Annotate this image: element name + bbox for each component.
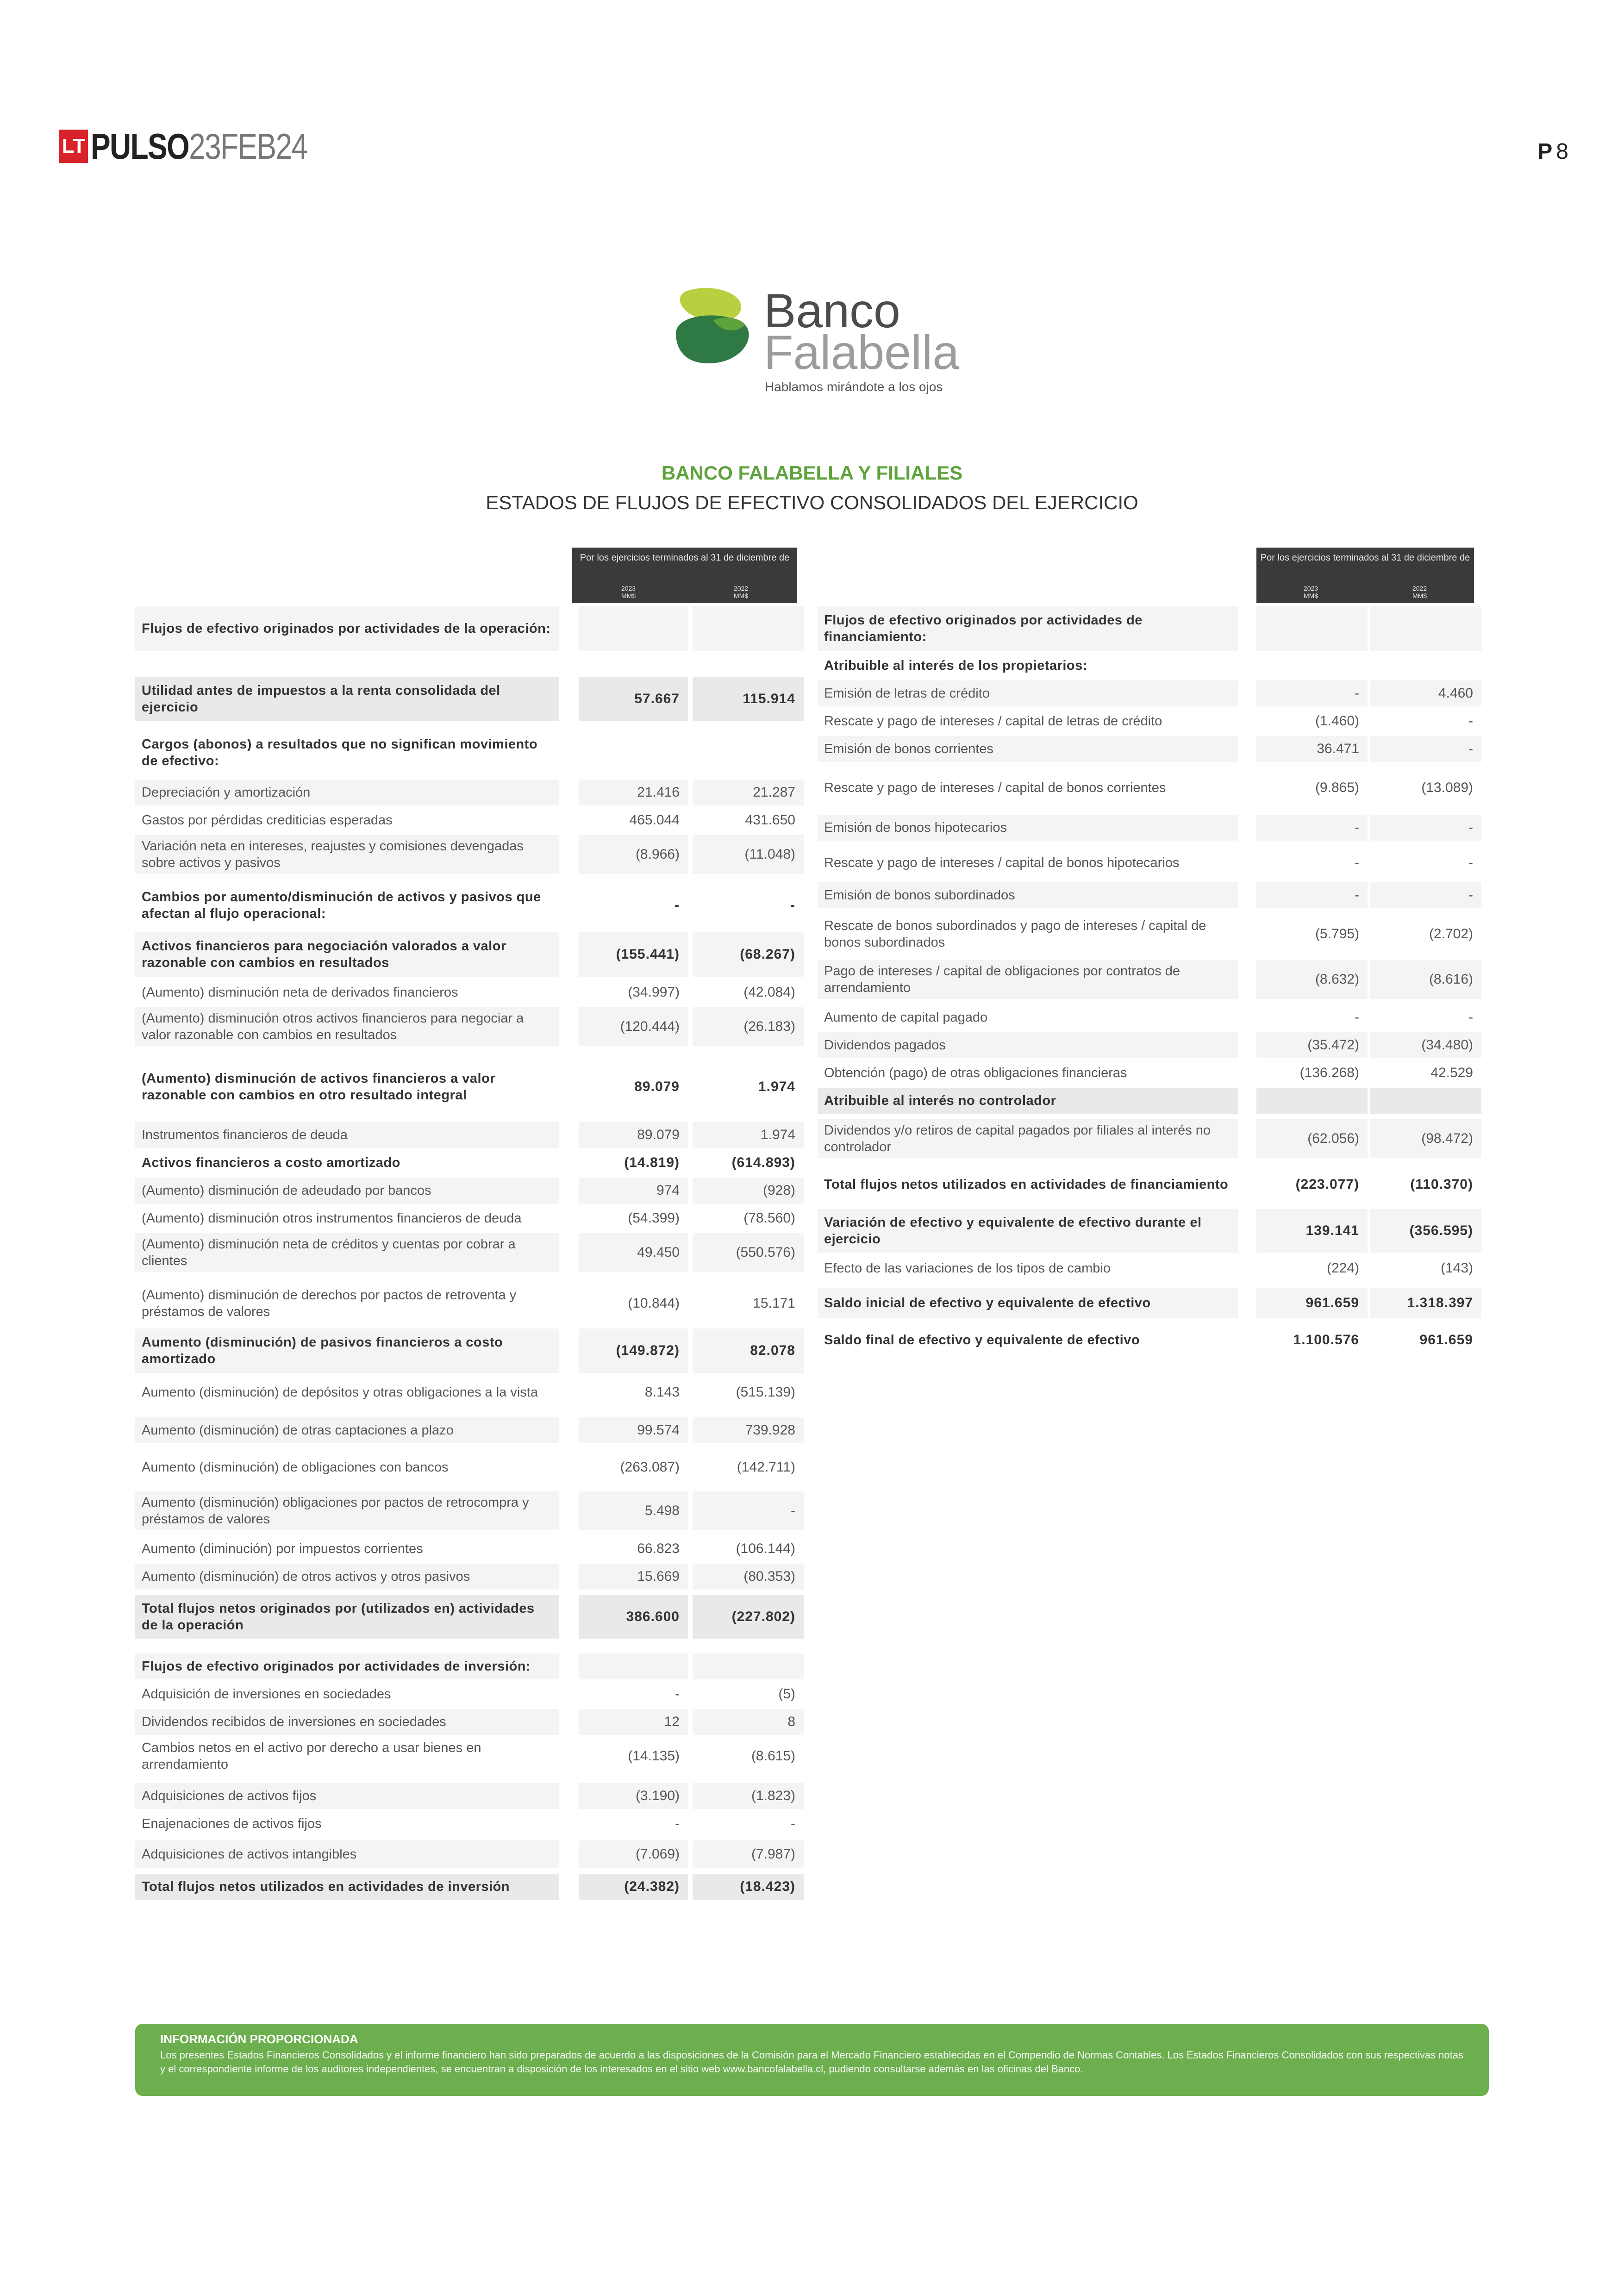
left-row-value-2023: 5.498 [579, 1491, 688, 1530]
right-row-value-2023 [1256, 606, 1368, 651]
right-row-value-2023: 961.659 [1256, 1288, 1368, 1318]
right-row-value-2023: (223.077) [1295, 1177, 1359, 1192]
right-row-value-2023: - [1355, 855, 1359, 870]
left-row-value-2022: 115.914 [693, 677, 804, 721]
right-row-label: Rescate y pago de intereses / capital de letras de crédito [824, 714, 1162, 729]
publication-date: 23FEB24 [189, 125, 307, 167]
right-row-value-2022: (98.472) [1370, 1119, 1481, 1158]
right-header-year-1: 2023 MM$ [1303, 585, 1318, 599]
left-row-value-2023: (120.444) [579, 1007, 688, 1046]
bank-logo-word2: Falabella [764, 326, 960, 380]
left-row-label: Variación neta en intereses, reajustes y comisiones devengadas sobre activos y pasivos [135, 835, 559, 874]
left-row-label: Aumento (disminución) de obligaciones con bancos [142, 1460, 449, 1475]
right-row-value-2023: (35.472) [1256, 1032, 1368, 1058]
bank-logo-tagline: Hablamos mirándote a los ojos [765, 380, 943, 394]
left-row-label: (Aumento) disminución de activos financieros a valor razonable con cambios en otro resultado integral [142, 1071, 496, 1103]
publication-name: PULSO23FEB24 [91, 125, 307, 167]
right-row-value-2023: 139.141 [1256, 1209, 1368, 1253]
right-row-value-2022: - [1370, 882, 1481, 908]
left-row-value-2022: - [791, 1816, 795, 1831]
right-row-value-2022: (2.702) [1429, 926, 1473, 942]
left-row-label: Aumento (disminución) de pasivos financieros a costo amortizado [135, 1328, 559, 1373]
right-row-value-2023: 1.100.576 [1293, 1332, 1359, 1347]
left-row-value-2023: (263.087) [620, 1459, 680, 1475]
left-row-label: Enajenaciones de activos fijos [142, 1816, 322, 1831]
left-row-value-2023: 386.600 [579, 1595, 688, 1639]
info-title: INFORMACIÓN PROPORCIONADA [160, 2032, 358, 2046]
right-row-label: Flujos de efectivo originados por actividades de financiamiento: [818, 606, 1238, 651]
right-row-value-2023 [1256, 1088, 1368, 1114]
right-row-label: Variación de efectivo y equivalente de efectivo durante el ejercicio [818, 1209, 1238, 1253]
left-row-label: Cambios por aumento/disminución de activos y pasivos que afectan al flujo operacional: [142, 890, 541, 921]
right-row-label: Dividendos pagados [818, 1032, 1238, 1058]
info-box [135, 2024, 1489, 2096]
right-row-value-2023: (9.865) [1315, 780, 1359, 795]
left-row-value-2022: (142.711) [737, 1459, 795, 1475]
right-row-value-2022: 961.659 [1419, 1332, 1473, 1347]
left-row-label: Utilidad antes de impuestos a la renta consolidada del ejercicio [135, 677, 559, 721]
left-row-label: Adquisición de inversiones en sociedades [142, 1687, 391, 1702]
left-row-value-2023: 99.574 [579, 1417, 688, 1443]
right-row-value-2022: - [1468, 855, 1473, 870]
left-row-value-2023: 49.450 [579, 1233, 688, 1272]
right-row-label: Dividendos y/o retiros de capital pagados por filiales al interés no controlador [818, 1119, 1238, 1158]
right-row-value-2022: - [1468, 1010, 1473, 1025]
left-row-value-2023: (14.135) [628, 1748, 680, 1764]
left-header-year-2: 2022 MM$ [733, 585, 749, 599]
left-row-label: Flujos de efectivo originados por actividades de inversión: [135, 1653, 559, 1679]
right-row-label: Emisión de bonos corrientes [818, 736, 1238, 762]
left-row-label: (Aumento) disminución otros instrumentos financieros de deuda [142, 1211, 522, 1226]
left-row-value-2023: 465.044 [629, 812, 680, 828]
left-row-value-2023: (14.819) [624, 1155, 680, 1170]
company-title: BANCO FALABELLA Y FILIALES [661, 462, 963, 484]
left-row-value-2022 [693, 733, 804, 772]
left-row-value-2023: 89.079 [579, 1122, 688, 1148]
left-row-value-2022: (26.183) [693, 1007, 804, 1046]
right-row-value-2023: - [1256, 882, 1368, 908]
right-row-label: Aumento de capital pagado [824, 1010, 988, 1025]
right-row-label: Pago de intereses / capital de obligaciones por contratos de arrendamiento [818, 960, 1238, 999]
left-row-value-2022 [693, 1653, 804, 1679]
left-row-label: Activos financieros para negociación valorados a valor razonable con cambios en resultados [135, 932, 559, 977]
right-header-year-2: 2022 MM$ [1412, 585, 1427, 599]
left-row-value-2023 [579, 606, 688, 651]
info-text: Los presentes Estados Financieros Consolidados y el informe financiero han sido preparados de acuerdo a las disposiciones de la Comisión para el Mercado Financiero establecidas en el Compendio de Normas Contables. Los Estados Financieros Consolidados con sus respectivas notas y el correspondiente informe de los auditores independientes, se encuentran a disposición de los interesados en el sitio web www.bancofalabella.cl, pudiendo consultarse además en las oficinas del Banco. [160, 2049, 1464, 2075]
right-row-value-2022 [1370, 1088, 1481, 1114]
left-row-label: Adquisiciones de activos fijos [135, 1783, 559, 1809]
left-row-value-2023: 89.079 [634, 1079, 680, 1094]
right-header-period: Por los ejercicios terminados al 31 de diciembre de [1260, 553, 1470, 563]
right-row-value-2022: (110.370) [1410, 1177, 1473, 1192]
right-row-value-2023: - [1355, 1010, 1359, 1025]
left-row-label: Total flujos netos utilizados en actividades de inversión [135, 1874, 559, 1900]
left-row-value-2023: 8.143 [644, 1384, 680, 1400]
left-row-value-2023: 57.667 [579, 677, 688, 721]
left-row-value-2023: 15.669 [579, 1564, 688, 1590]
left-row-value-2022: - [790, 898, 795, 913]
left-row-value-2022: (227.802) [693, 1595, 804, 1639]
right-row-label: Saldo final de efectivo y equivalente de efectivo [824, 1333, 1140, 1347]
right-row-value-2023: (224) [1326, 1260, 1359, 1276]
left-row-value-2022: (5) [778, 1686, 795, 1702]
right-row-value-2023: 36.471 [1256, 736, 1368, 762]
left-row-value-2022: 15.171 [753, 1296, 795, 1311]
right-row-label: Rescate y pago de intereses / capital de bonos corrientes [824, 780, 1166, 795]
right-row-label: Rescate de bonos subordinados y pago de intereses / capital de bonos subordinados [824, 918, 1206, 950]
left-row-value-2022 [693, 606, 804, 651]
left-row-label: Aumento (disminución) de depósitos y otras obligaciones a la vista [142, 1385, 538, 1400]
right-row-value-2022: (356.595) [1370, 1209, 1481, 1253]
left-row-value-2022: (614.893) [731, 1155, 795, 1170]
right-row-label: Saldo inicial de efectivo y equivalente de efectivo [818, 1288, 1238, 1318]
right-row-label: Emisión de bonos subordinados [818, 882, 1238, 908]
bank-logo-word1: Banco [764, 284, 900, 338]
right-row-value-2023: - [1256, 815, 1368, 841]
right-row-value-2022 [1370, 606, 1481, 651]
left-row-value-2022: (928) [693, 1178, 804, 1204]
left-row-value-2022: (78.560) [743, 1210, 795, 1226]
left-row-label: Adquisiciones de activos intangibles [135, 1840, 559, 1868]
left-row-value-2022: 82.078 [693, 1328, 804, 1373]
left-row-value-2023: 66.823 [637, 1541, 680, 1556]
left-row-value-2022: 21.287 [693, 780, 804, 805]
right-row-value-2022 [1370, 653, 1481, 679]
bank-logo-icon [667, 282, 759, 375]
left-row-value-2023 [579, 733, 688, 772]
bank-logo [667, 278, 963, 398]
left-row-value-2022: 431.650 [745, 812, 795, 828]
left-row-label: Aumento (disminución) obligaciones por pactos de retrocompra y préstamos de valores [135, 1491, 559, 1530]
right-row-label: Atribuible al interés de los propietarios: [824, 658, 1087, 673]
left-row-value-2022: 1.974 [693, 1122, 804, 1148]
right-row-value-2022: (143) [1440, 1260, 1473, 1276]
right-row-value-2022: - [1370, 736, 1481, 762]
left-row-value-2022: (68.267) [693, 932, 804, 977]
left-row-value-2023: 12 [579, 1709, 688, 1735]
left-row-label: Total flujos netos originados por (utilizados en) actividades de la operación [135, 1595, 559, 1639]
left-row-value-2023: (10.844) [628, 1296, 680, 1311]
right-row-value-2023: (1.460) [1315, 713, 1359, 729]
left-row-label: (Aumento) disminución neta de derivados financieros [142, 985, 458, 1000]
left-row-label: (Aumento) disminución neta de créditos y cuentas por cobrar a clientes [135, 1233, 559, 1272]
left-row-label: Activos financieros a costo amortizado [142, 1155, 400, 1170]
left-header-period: Por los ejercicios terminados al 31 de diciembre de [580, 553, 790, 563]
right-row-value-2022: - [1370, 815, 1481, 841]
left-row-label: (Aumento) disminución otros activos financieros para negociar a valor razonable con cambios en resultados [135, 1007, 559, 1046]
left-row-value-2023: 974 [579, 1178, 688, 1204]
lt-logo: LT [59, 130, 88, 163]
left-row-value-2022: 739.928 [693, 1417, 804, 1443]
right-row-value-2022: 1.318.397 [1370, 1288, 1481, 1318]
left-row-value-2023: (24.382) [579, 1874, 688, 1900]
right-column-header [1256, 548, 1474, 603]
right-row-value-2023 [1256, 653, 1368, 679]
statement-title: ESTADOS DE FLUJOS DE EFECTIVO CONSOLIDADOS DEL EJERCICIO [486, 492, 1138, 513]
right-row-value-2023: (62.056) [1256, 1119, 1368, 1158]
masthead [59, 125, 355, 167]
right-row-label: Obtención (pago) de otras obligaciones financieras [824, 1066, 1127, 1080]
right-row-value-2022: (34.480) [1370, 1032, 1481, 1058]
left-row-label: (Aumento) disminución de derechos por pactos de retroventa y préstamos de valores [142, 1288, 517, 1319]
left-row-value-2022: (515.139) [736, 1384, 795, 1400]
left-row-value-2022: (550.576) [693, 1233, 804, 1272]
left-row-label: Instrumentos financieros de deuda [135, 1122, 559, 1148]
right-row-value-2023: (136.268) [1299, 1065, 1359, 1080]
left-row-label: Cambios netos en el activo por derecho a usar bienes en arrendamiento [142, 1740, 481, 1772]
right-row-label: Emisión de bonos hipotecarios [818, 815, 1238, 841]
left-row-label: Gastos por pérdidas crediticias esperadas [142, 813, 393, 828]
left-row-value-2022: (7.987) [693, 1840, 804, 1868]
left-row-value-2022: (80.353) [693, 1564, 804, 1590]
left-row-value-2022: (106.144) [736, 1541, 795, 1556]
left-row-value-2023: (8.966) [579, 835, 688, 874]
left-row-value-2022: - [693, 1491, 804, 1530]
left-row-value-2022: (42.084) [743, 985, 795, 1000]
left-row-value-2023: (54.399) [628, 1210, 680, 1226]
page-number: P 8 [1537, 139, 1568, 164]
right-row-label: Total flujos netos utilizados en actividades de financiamiento [824, 1177, 1229, 1192]
left-row-value-2023 [579, 1653, 688, 1679]
left-row-value-2023: - [675, 1816, 680, 1831]
left-row-label: Dividendos recibidos de inversiones en sociedades [135, 1709, 559, 1735]
left-row-value-2023: 21.416 [579, 780, 688, 805]
left-row-label: Aumento (diminución) por impuestos corrientes [142, 1541, 423, 1556]
left-row-value-2022: (8.615) [751, 1748, 795, 1764]
left-row-value-2023: (7.069) [579, 1840, 688, 1868]
right-row-value-2022: (8.616) [1370, 960, 1481, 999]
left-row-label: Aumento (disminución) de otros activos y otros pasivos [135, 1564, 559, 1590]
left-header-year-1: 2023 MM$ [621, 585, 636, 599]
left-row-label: Cargos (abonos) a resultados que no significan movimiento de efectivo: [142, 737, 538, 768]
left-row-value-2023: (3.190) [579, 1783, 688, 1809]
left-row-value-2022: 1.974 [758, 1079, 795, 1094]
left-row-value-2023: - [675, 1686, 680, 1702]
right-row-value-2022: 4.460 [1370, 680, 1481, 706]
right-row-value-2023: - [1256, 680, 1368, 706]
right-row-value-2022: - [1468, 713, 1473, 729]
left-row-label: (Aumento) disminución de adeudado por bancos [135, 1178, 559, 1204]
right-row-value-2023: (8.632) [1256, 960, 1368, 999]
right-row-value-2023: (5.795) [1315, 926, 1359, 942]
left-row-label: Flujos de efectivo originados por actividades de la operación: [135, 606, 559, 651]
left-row-value-2022: (1.823) [693, 1783, 804, 1809]
right-row-value-2022: 42.529 [1430, 1065, 1473, 1080]
right-row-label: Atribuible al interés no controlador [818, 1088, 1238, 1114]
left-row-value-2022: (11.048) [693, 835, 804, 874]
right-row-value-2022: (13.089) [1421, 780, 1473, 795]
left-row-value-2023: - [675, 898, 680, 913]
right-row-label: Efecto de las variaciones de los tipos de cambio [824, 1261, 1111, 1276]
left-column-header [572, 548, 797, 603]
left-row-value-2022: 8 [693, 1709, 804, 1735]
left-row-label: Depreciación y amortización [135, 780, 559, 805]
right-row-label: Emisión de letras de crédito [818, 680, 1238, 706]
left-row-value-2023: (155.441) [579, 932, 688, 977]
left-row-value-2022: (18.423) [693, 1874, 804, 1900]
left-row-value-2023: (34.997) [628, 985, 680, 1000]
left-row-label: Aumento (disminución) de otras captaciones a plazo [135, 1417, 559, 1443]
right-row-label: Rescate y pago de intereses / capital de bonos hipotecarios [824, 855, 1180, 870]
left-row-value-2023: (149.872) [579, 1328, 688, 1373]
